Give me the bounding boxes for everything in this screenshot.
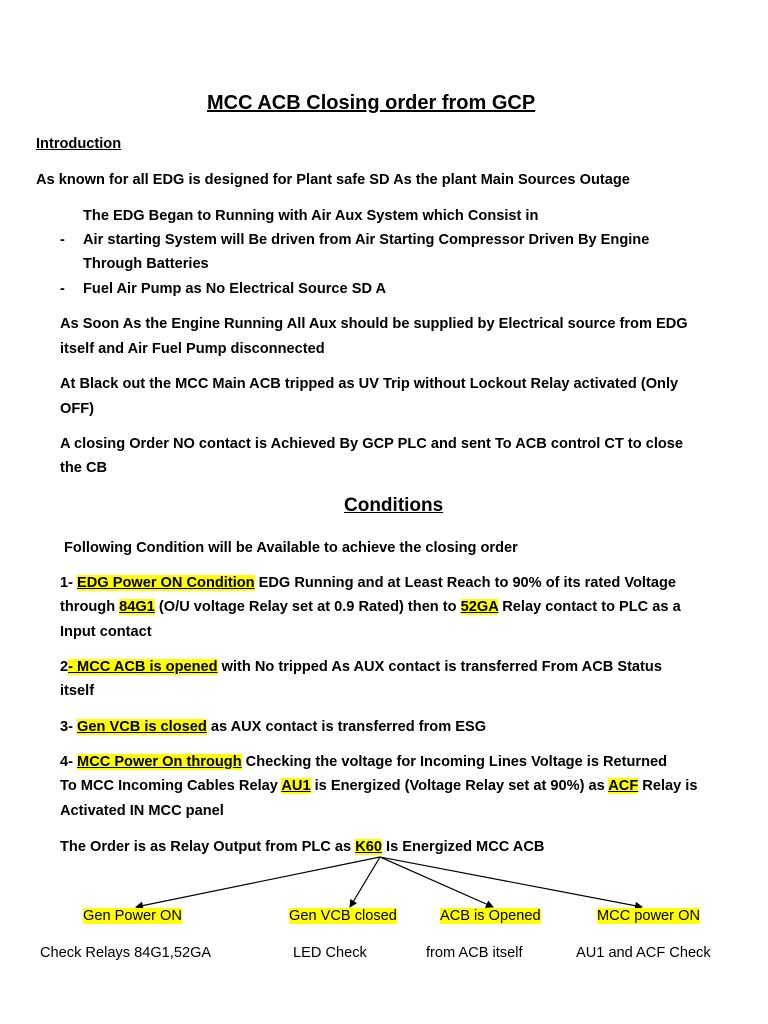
condition-4-text: Checking the voltage for Incoming Lines Voltage is Returned [241, 754, 668, 770]
relay-52ga-highlight: 52GA [460, 599, 499, 615]
relay-acf-highlight: ACF [608, 778, 639, 794]
condition-number: 2 [60, 659, 69, 675]
bullet-dash: - [60, 232, 65, 248]
order-text: Is Energized MCC ACB [381, 839, 545, 855]
condition-1-highlight: EDG Power ON Condition [77, 575, 255, 591]
bullet-1-line1: Air starting System will Be driven from Air Starting Compressor Driven By Engine [83, 232, 650, 248]
condition-2-text: with No tripped As AUX contact is transferred From ACB Status [217, 659, 662, 675]
page-title: MCC ACB Closing order from GCP [207, 92, 536, 114]
diagram-label-acb-opened: ACB is Opened [440, 908, 541, 924]
condition-4-text: is Energized (Voltage Relay set at 90%) as [310, 778, 609, 794]
condition-1-text: through [60, 599, 120, 615]
bullet-dash: - [60, 281, 65, 297]
condition-3-text: as AUX contact is transferred from ESG [206, 719, 487, 735]
diagram-check-au1-acf: AU1 and ACF Check [576, 945, 711, 961]
arrow-to-acb-opened [380, 857, 493, 907]
condition-1-line3: Input contact [60, 624, 152, 640]
paragraph-1-line2: itself and Air Fuel Pump disconnected [60, 341, 325, 357]
arrow-to-gen-vcb [350, 857, 380, 907]
following-line: Following Condition will be Available to achieve the closing order [64, 540, 518, 556]
paragraph-3-line1: A closing Order NO contact is Achieved By GCP PLC and sent To ACB control CT to close [60, 436, 684, 452]
diagram-check-led: LED Check [293, 945, 367, 961]
condition-4-text: To MCC Incoming Cables Relay [60, 778, 282, 794]
relay-k60-highlight: K60 [355, 839, 382, 855]
condition-1-text: EDG Running and at Least Reach to 90% of its rated Voltage [254, 575, 676, 591]
diagram-check-acb: from ACB itself [426, 945, 523, 961]
condition-number: 4- [60, 754, 78, 770]
paragraph-2-line1: At Black out the MCC Main ACB tripped as UV Trip without Lockout Relay activated (Only [60, 376, 679, 392]
diagram-check-relays: Check Relays 84G1,52GA [40, 945, 212, 961]
paragraph-1-line1: As Soon As the Engine Running All Aux should be supplied by Electrical source from EDG [60, 316, 688, 332]
relay-au1-highlight: AU1 [281, 778, 311, 794]
intro-heading: Introduction [36, 136, 122, 152]
diagram-label-gen-power: Gen Power ON [83, 908, 182, 924]
condition-number: 3- [60, 719, 78, 735]
edg-began-line: The EDG Began to Running with Air Aux System which Consist in [83, 208, 539, 224]
condition-4-line3: Activated IN MCC panel [60, 803, 224, 819]
order-text: The Order is as Relay Output from PLC as [60, 839, 356, 855]
bullet-2-line1: Fuel Air Pump as No Electrical Source SD A [83, 281, 387, 297]
diagram-label-mcc-power: MCC power ON [597, 908, 700, 924]
bullet-1-line2: Through Batteries [83, 256, 209, 272]
arrow-to-gen-power [136, 857, 380, 907]
condition-4-highlight: MCC Power On through [77, 754, 242, 770]
condition-1-text: Relay contact to PLC as a [498, 599, 681, 615]
intro-line: As known for all EDG is designed for Plant safe SD As the plant Main Sources Outage [36, 172, 630, 188]
condition-2-line2: itself [60, 683, 95, 699]
relay-84g1-highlight: 84G1 [119, 599, 155, 615]
condition-number: 1- [60, 575, 78, 591]
arrow-to-mcc-power [380, 857, 642, 907]
condition-4-text: Relay is [638, 778, 698, 794]
condition-2-highlight: - MCC ACB is opened [68, 659, 218, 675]
conditions-heading: Conditions [344, 495, 444, 516]
paragraph-3-line2: the CB [60, 460, 108, 476]
diagram-label-gen-vcb: Gen VCB closed [289, 908, 397, 924]
condition-1-text: (O/U voltage Relay set at 0.9 Rated) then to [154, 599, 461, 615]
paragraph-2-line2: OFF) [60, 401, 95, 417]
condition-3-highlight: Gen VCB is closed [77, 719, 207, 735]
